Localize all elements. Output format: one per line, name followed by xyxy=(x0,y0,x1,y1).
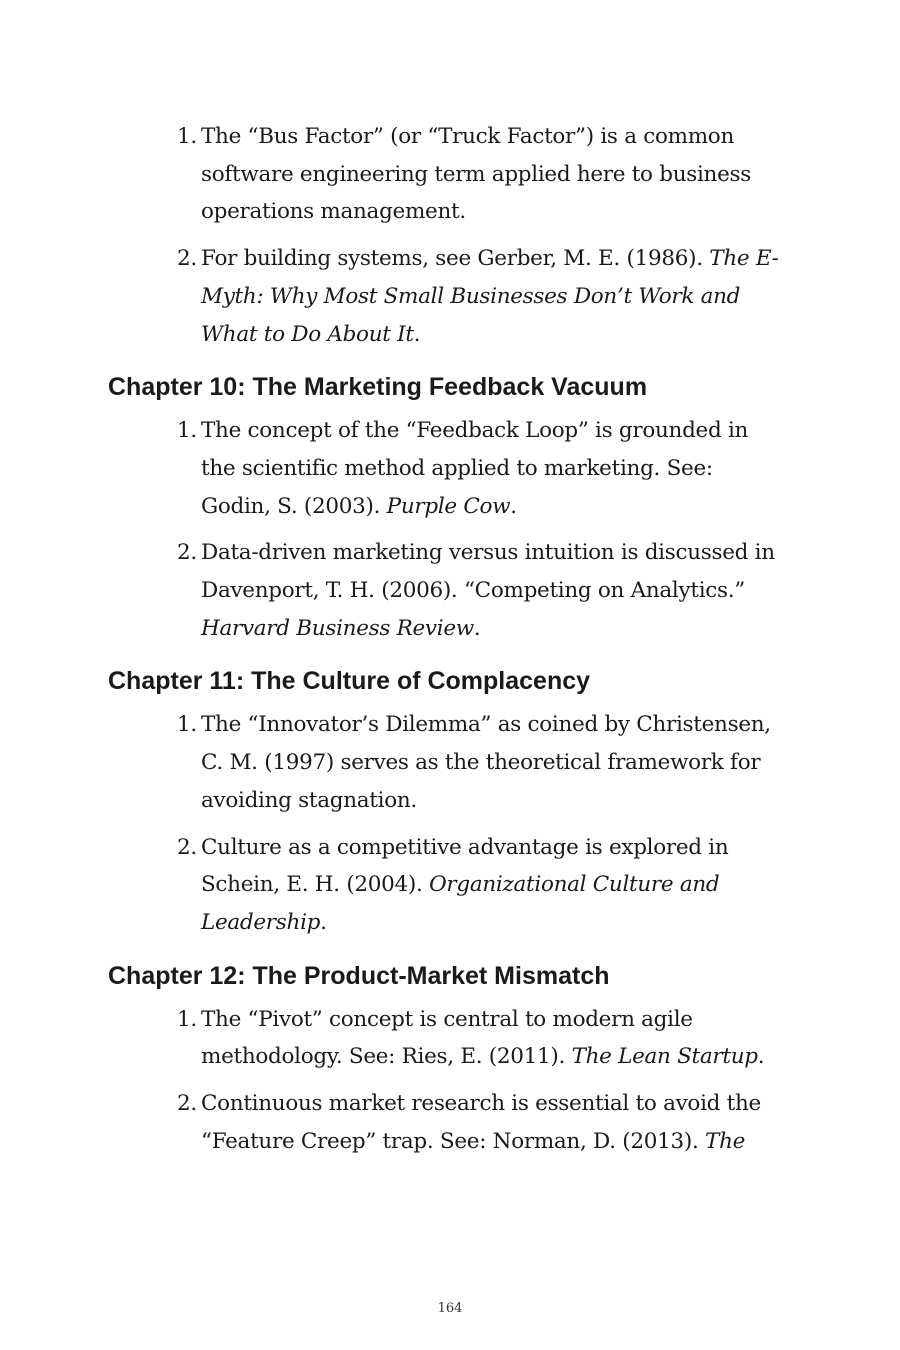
endnote-text: The “Bus Factor” (or “Truck Factor”) is a common software engineering term applied here to business operations management. xyxy=(201,124,751,225)
endnote-item xyxy=(108,1001,788,1076)
endnote-title-italic: The Lean Startup xyxy=(571,1044,758,1070)
chapter-notes-list xyxy=(108,706,788,941)
endnote-text: Continuous market research is essential to avoid the “Feature Creep” trap. See: Norman, D. (2013). xyxy=(201,1091,761,1154)
endnote-item xyxy=(108,118,788,231)
endnote-number: 2. xyxy=(177,246,197,272)
endnote-item xyxy=(108,829,788,942)
endnote-text: . xyxy=(757,1044,765,1070)
endnote-title-italic: Harvard Business Review xyxy=(201,615,474,641)
endnote-number: 2. xyxy=(177,1091,197,1117)
endnote-title-italic: Organizational Culture and Leadership xyxy=(201,872,720,935)
page-number: 164 xyxy=(437,1301,463,1316)
endnote-item xyxy=(108,240,788,353)
endnote-number: 1. xyxy=(177,418,197,444)
endnote-item xyxy=(108,412,788,525)
endnote-item xyxy=(108,1085,788,1160)
endnote-title-italic: The xyxy=(705,1128,746,1154)
endnote-text: Culture as a competitive advantage is explored in Schein, E. H. (2004). xyxy=(201,834,729,898)
chapter-heading: Chapter 10: The Marketing Feedback Vacuum xyxy=(108,373,648,402)
endnote-text: . xyxy=(473,615,481,641)
endnote-text: The “Pivot” concept is central to modern agile methodology. See: Ries, E. (2011). xyxy=(201,1006,693,1070)
chapter-notes-list xyxy=(108,1001,788,1161)
endnote-number: 1. xyxy=(177,124,197,149)
endnote-number: 2. xyxy=(177,540,197,566)
endnote-title-italic: Purple Cow xyxy=(386,493,511,519)
endnote-number: 1. xyxy=(177,712,197,738)
endnote-text: The “Innovator’s Dilemma” as coined by Christensen, C. M. (1997) serves as the theoretical framework for avoiding stagnation. xyxy=(201,712,771,813)
endnote-number: 1. xyxy=(177,1006,197,1032)
chapter-notes-list xyxy=(108,412,788,647)
chapters-container xyxy=(108,370,788,1160)
intro-notes-list xyxy=(108,118,788,353)
endnote-title-italic: The E-Myth: Why Most Small Businesses Don’t Work and What to Do About It xyxy=(201,246,779,347)
endnote-text: . xyxy=(510,493,517,519)
endnote-item xyxy=(108,534,788,647)
endnote-text: The concept of the “Feedback Loop” is grounded in the scientific method applied to marketing. See: Godin, S. (2003). xyxy=(201,418,749,519)
chapter-heading: Chapter 11: The Culture of Complacency xyxy=(108,667,591,696)
endnote-item xyxy=(108,706,788,819)
endnote-text: For building systems, see Gerber, M. E. (1986). xyxy=(201,246,710,272)
endnote-text: . xyxy=(320,909,327,935)
endnote-text: Data-driven marketing versus intuition is discussed in Davenport, T. H. (2006). “Competing on Analytics.” xyxy=(201,540,775,604)
endnote-text: . xyxy=(413,321,421,347)
endnotes-content xyxy=(108,118,788,1169)
endnote-number: 2. xyxy=(177,834,197,860)
chapter-heading: Chapter 12: The Product-Market Mismatch xyxy=(108,961,610,990)
